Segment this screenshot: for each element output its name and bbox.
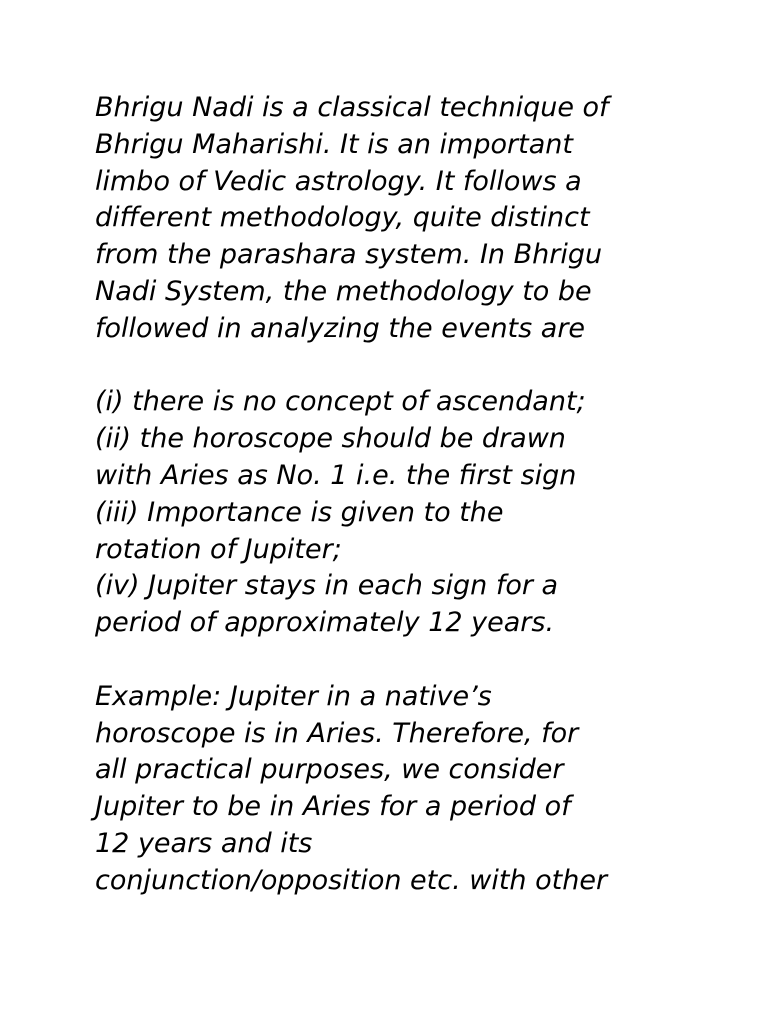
list-item-line: with Aries as No. 1 i.e. the first sign xyxy=(95,459,577,491)
text-line: limbo of Vedic astrology. It follows a xyxy=(95,165,582,197)
list-item-line: (i) there is no concept of ascendant; xyxy=(95,386,586,418)
text-line: Jupiter to be in Aries for a period of xyxy=(95,791,571,823)
document-page xyxy=(95,90,735,900)
list-item-line: rotation of Jupiter; xyxy=(95,533,342,565)
list-item-line: (ii) the horoscope should be drawn xyxy=(95,423,566,455)
intro-paragraph xyxy=(95,90,735,348)
list-item-line: (iii) Importance is given to the xyxy=(95,496,504,528)
text-line: all practical purposes, we consider xyxy=(95,754,564,786)
methodology-list xyxy=(95,384,735,642)
example-paragraph xyxy=(95,679,735,900)
text-line: Bhrigu Maharishi. It is an important xyxy=(95,128,573,160)
paragraph-gap xyxy=(95,348,735,385)
list-item-line: (iv) Jupiter stays in each sign for a xyxy=(95,570,559,602)
text-line: from the parashara system. In Bhrigu xyxy=(95,239,603,271)
text-line: followed in analyzing the events are xyxy=(95,312,586,344)
text-line: Example: Jupiter in a native’s xyxy=(95,680,492,712)
text-line: horoscope is in Aries. Therefore, for xyxy=(95,717,579,749)
text-line: different methodology, quite distinct xyxy=(95,202,590,234)
paragraph-gap xyxy=(95,642,735,679)
text-line: 12 years and its xyxy=(95,827,313,859)
text-line: Bhrigu Nadi is a classical technique of xyxy=(95,92,609,123)
text-line: Nadi System, the methodology to be xyxy=(95,275,592,307)
text-line: conjunction/opposition etc. with other xyxy=(95,864,608,896)
list-item-line: period of approximately 12 years. xyxy=(95,607,555,639)
